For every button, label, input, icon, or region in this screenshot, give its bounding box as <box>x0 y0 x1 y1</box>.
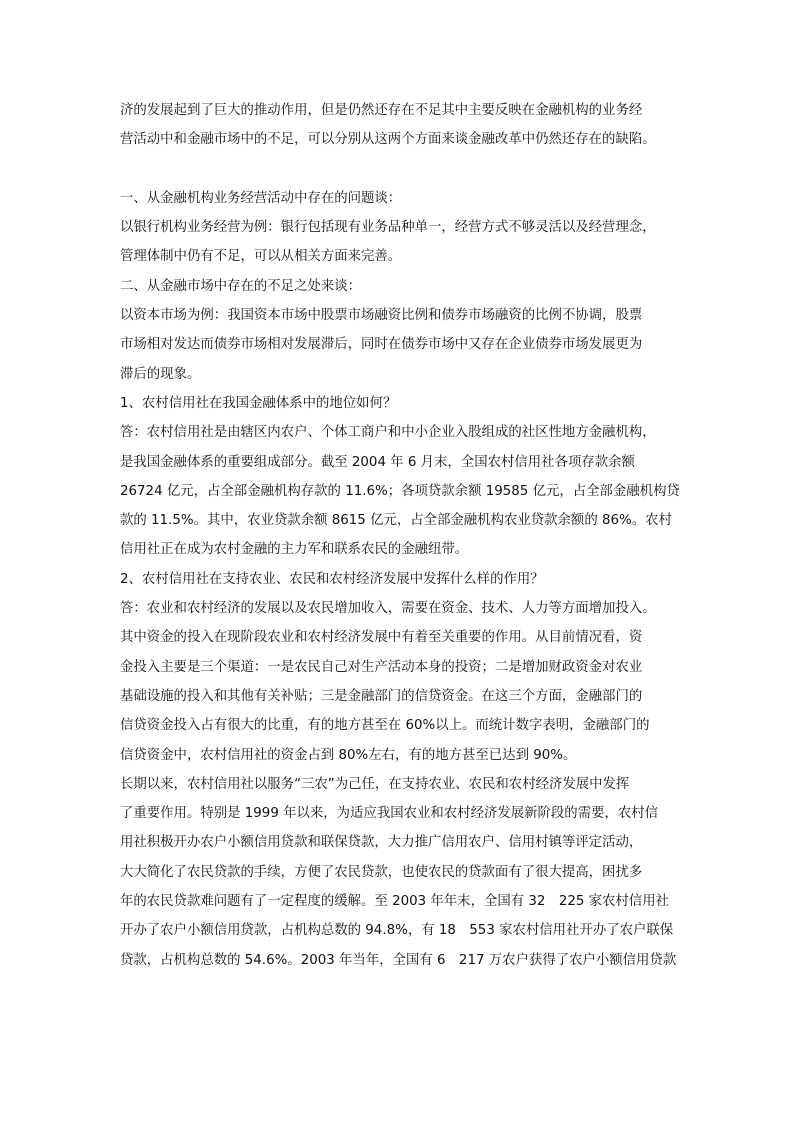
text-line: 信贷资金投入占有很大的比重，有的地方甚至在 60%以上。而统计数字表明，金融部门的 <box>120 718 650 734</box>
text-line: 开办了农户小额信用贷款，占机构总数的 94.8%，有 18 553 家农村信用社开办了农户联保 <box>120 923 674 939</box>
section-heading: 一、从金融机构业务经营活动中存在的问题谈： <box>120 190 402 206</box>
text-line: 滞后的现象。 <box>120 366 201 382</box>
text-line: 是我国金融体系的重要组成部分。截至 2004 年 6 月末，全国农村信用社各项存款余额 <box>120 454 635 470</box>
text-line: 市场相对发达而债券市场相对发展滞后，同时在债券市场中又存在企业债券市场发展更为 <box>120 337 643 353</box>
section-heading: 二、从金融市场中存在的不足之处来谈： <box>120 278 362 294</box>
document-body <box>120 96 694 975</box>
text-line: 其中资金的投入在现阶段农业和农村经济发展中有着至关重要的作用。从目前情况看，资 <box>120 630 643 646</box>
text-line: 信贷资金中，农村信用社的资金占到 80%左右，有的地方甚至已达到 90%。 <box>120 747 577 763</box>
text-line: 了重要作用。特别是 1999 年以来，为适应我国农业和农村经济发展新阶段的需要，农村信 <box>120 806 659 822</box>
text-line: 26724 亿元，占全部金融机构存款的 11.6%；各项贷款余额 19585 亿元，占全部金融机构贷 <box>120 483 680 499</box>
text-line: 基础设施的投入和其他有关补贴；三是金融部门的信贷资金。在这三个方面，金融部门的 <box>120 688 643 704</box>
text-line: 用社积极开办农户小额信用贷款和联保贷款，大力推广信用农户、信用村镇等评定活动， <box>120 835 643 851</box>
text-line: 以资本市场为例：我国资本市场中股票市场融资比例和债券市场融资的比例不协调，股票 <box>120 308 643 324</box>
text-line: 贷款，占机构总数的 54.6%。2003 年当年，全国有 6 217 万农户获得了农户小额信用贷款 <box>120 952 677 968</box>
text-line: 年的农民贷款难问题有了一定程度的缓解。至 2003 年年末，全国有 32 225 家农村信用社 <box>120 894 669 910</box>
text-line: 金投入主要是三个渠道：一是农民自己对生产活动本身的投资；二是增加财政资金对农业 <box>120 659 643 675</box>
question-heading: 1、农村信用社在我国金融体系中的地位如何？ <box>120 395 397 411</box>
text-line: 信用社正在成为农村金融的主力军和联系农民的金融纽带。 <box>120 542 469 558</box>
text-line: 款的 11.5%。其中，农业贷款余额 8615 亿元，占全部金融机构农业贷款余额的 86%。农村 <box>120 513 672 529</box>
text-line: 以银行机构业务经营为例：银行包括现有业务品种单一，经营方式不够灵活以及经营理念， <box>120 220 656 236</box>
text-line: 长期以来，农村信用社以服务“三农”为己任，在支持农业、农民和农村经济发展中发挥 <box>120 776 630 792</box>
question-heading: 2、农村信用社在支持农业、农民和农村经济发展中发挥什么样的作用？ <box>120 571 544 587</box>
text-line: 大大简化了农民贷款的手续，方便了农民贷款，也使农民的贷款面有了很大提高，困扰多 <box>120 864 643 880</box>
text-line: 管理体制中仍有不足，可以从相关方面来完善。 <box>120 249 402 265</box>
blank-line <box>120 155 694 184</box>
text-line: 营活动中和金融市场中的不足，可以分别从这两个方面来谈金融改革中仍然还存在的缺陷。 <box>120 132 656 148</box>
text-line: 答：农业和农村经济的发展以及农民增加收入，需要在资金、技术、人力等方面增加投入。 <box>120 601 656 617</box>
text-line: 答：农村信用社是由辖区内农户、个体工商户和中小企业入股组成的社区性地方金融机构， <box>120 425 656 441</box>
text-line: 济的发展起到了巨大的推动作用，但是仍然还存在不足其中主要反映在金融机构的业务经 <box>120 103 643 118</box>
